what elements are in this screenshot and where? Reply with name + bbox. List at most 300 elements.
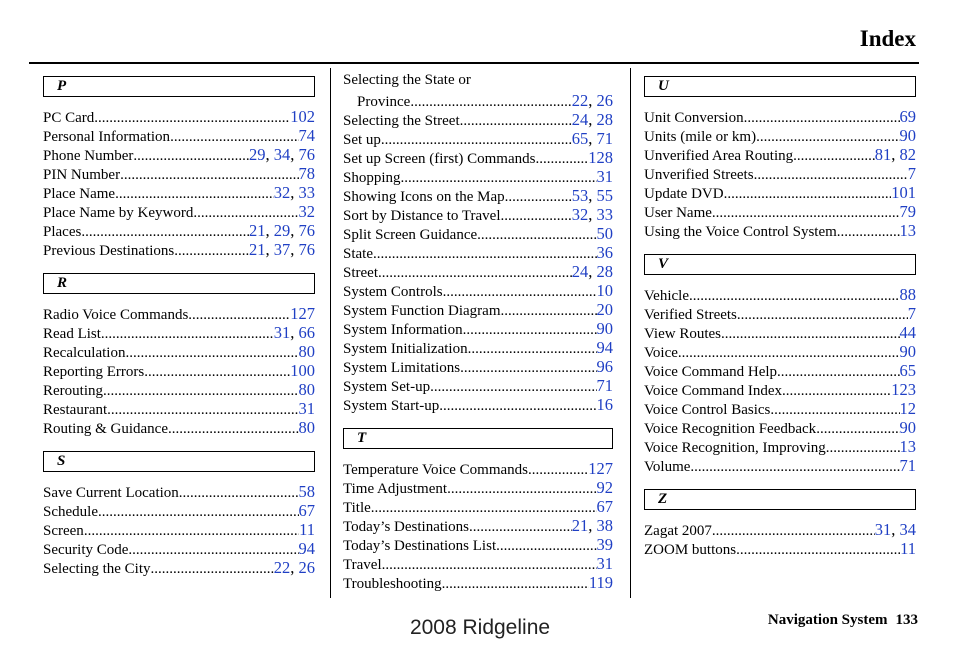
page-link[interactable]: 28: [596, 262, 613, 281]
page-link[interactable]: 32: [273, 183, 291, 202]
dot-leader: [460, 360, 596, 377]
entry-label: Unit Conversion: [644, 110, 744, 126]
page-refs: [597, 478, 614, 498]
dot-leader: [430, 379, 596, 396]
section-header-z: Z: [644, 489, 916, 510]
page-refs: [299, 539, 316, 559]
index-entry: [43, 361, 315, 380]
dot-leader: [468, 341, 597, 358]
dot-leader: [101, 326, 274, 343]
dot-leader: [712, 523, 875, 540]
index-entry: [343, 281, 613, 300]
entry-label: Phone Number: [43, 148, 134, 164]
page-link[interactable]: 16: [596, 395, 613, 414]
page-refs: [299, 482, 316, 502]
page-link[interactable]: 123: [891, 380, 916, 399]
section-header-s: S: [43, 451, 315, 472]
index-entry: [644, 304, 916, 323]
page-ref-separator: ,: [290, 323, 299, 342]
index-entry: [343, 497, 613, 516]
dot-leader: [501, 303, 597, 320]
entry-label: Unverified Streets: [644, 167, 754, 183]
page-refs: [597, 395, 614, 415]
page-refs: [249, 145, 315, 165]
page-refs: [572, 186, 613, 206]
index-entry: [343, 516, 613, 535]
page-number: 133: [895, 612, 918, 628]
index-entry: [644, 164, 916, 183]
dot-leader: [690, 459, 899, 476]
column-divider: [630, 68, 631, 598]
index-entry: [43, 501, 315, 520]
page-refs: [891, 380, 916, 400]
dot-leader: [463, 322, 597, 339]
page-link[interactable]: 90: [596, 319, 613, 338]
footer-label: Navigation System: [767, 612, 888, 628]
page-link[interactable]: 127: [290, 304, 315, 323]
page-link[interactable]: 50: [596, 224, 613, 243]
page-link[interactable]: 80: [298, 418, 315, 437]
page-refs: [891, 183, 916, 203]
page-link[interactable]: 67: [596, 497, 613, 516]
dot-leader: [378, 265, 572, 282]
dot-leader: [756, 129, 899, 146]
page-refs: [908, 164, 916, 184]
entry-label: Selecting the Street: [343, 113, 460, 129]
page-refs: [589, 573, 613, 593]
index-entry: [343, 573, 613, 592]
page-link[interactable]: 21: [249, 221, 266, 240]
entry-label: Shopping: [343, 170, 401, 186]
page-link[interactable]: 7: [907, 304, 916, 323]
page-ref-separator: ,: [290, 558, 299, 577]
page-link[interactable]: 127: [588, 459, 613, 478]
entry-label: Showing Icons on the Map: [343, 189, 505, 205]
page-refs: [299, 399, 316, 419]
page-link[interactable]: 76: [298, 240, 315, 259]
page-link[interactable]: 80: [298, 380, 315, 399]
page-refs: [597, 357, 614, 377]
index-entry: [43, 380, 315, 399]
page-link[interactable]: 53: [571, 186, 589, 205]
entry-label: Screen: [43, 523, 84, 539]
index-entry: [43, 107, 315, 126]
dot-leader: [144, 364, 290, 381]
page-link[interactable]: 31: [298, 399, 315, 418]
entry-label: Temperature Voice Commands: [343, 462, 529, 478]
dot-leader: [128, 542, 298, 559]
entry-label: Volume: [644, 459, 691, 475]
page-link[interactable]: 22: [571, 91, 589, 110]
entry-label: Today’s Destinations List: [343, 538, 497, 554]
entry-label: Today’s Destinations: [343, 519, 470, 535]
page-link[interactable]: 13: [899, 221, 916, 240]
page-ref-separator: ,: [290, 183, 299, 202]
entry-label: Security Code: [43, 542, 129, 558]
entry-label: Sort by Distance to Travel: [343, 208, 501, 224]
page-refs: [900, 342, 917, 362]
page-link[interactable]: 79: [899, 202, 916, 221]
entry-label: Province: [357, 94, 411, 110]
entry-label: Split Screen Guidance: [343, 227, 478, 243]
page-refs: [572, 129, 613, 149]
entry-label: PIN Number: [43, 167, 121, 183]
page-refs: [900, 418, 917, 438]
index-entry: [644, 285, 916, 304]
page-refs: [597, 300, 614, 320]
index-entry: [644, 539, 916, 558]
page-refs: [597, 535, 614, 555]
page-link[interactable]: 34: [899, 520, 916, 539]
page-link[interactable]: 12: [899, 399, 916, 418]
page-link[interactable]: 90: [899, 126, 916, 145]
dot-leader: [777, 364, 899, 381]
dot-leader: [501, 208, 572, 225]
section-header-t: T: [343, 428, 613, 449]
index-column-2: [343, 72, 613, 606]
page-link[interactable]: 36: [596, 243, 613, 262]
page-link[interactable]: 67: [298, 501, 315, 520]
page-refs: [249, 240, 315, 260]
page-refs: [588, 459, 613, 479]
index-entry: [644, 221, 916, 240]
index-entry: [343, 478, 613, 497]
entry-label: Restaurant: [43, 402, 108, 418]
dot-leader: [98, 504, 299, 521]
index-entry: [43, 539, 315, 558]
page-refs: [572, 91, 613, 111]
section-u: [644, 76, 916, 240]
page-link[interactable]: 66: [298, 323, 315, 342]
page-ref-separator: ,: [290, 221, 299, 240]
page-refs: [299, 501, 316, 521]
page-link[interactable]: 102: [290, 107, 315, 126]
page-ref-separator: ,: [265, 240, 274, 259]
index-entry: [343, 205, 613, 224]
entry-label: Places: [43, 224, 82, 240]
entry-label: Voice Command Help: [644, 364, 778, 380]
page-refs: [572, 262, 613, 282]
entry-label: View Routes: [644, 326, 722, 342]
page-refs: [900, 202, 917, 222]
index-entry: [343, 262, 613, 281]
entry-label: Travel: [343, 557, 382, 573]
page-refs: [900, 361, 917, 381]
page-refs: [597, 338, 614, 358]
entry-label: Set up: [343, 132, 381, 148]
page-link[interactable]: 65: [899, 361, 916, 380]
page-refs: [290, 361, 315, 381]
page-link[interactable]: 38: [596, 516, 613, 535]
dot-leader: [744, 110, 900, 127]
entry-label: User Name: [644, 205, 712, 221]
page-link[interactable]: 32: [298, 202, 315, 221]
index-entry: [644, 342, 916, 361]
page-refs: [249, 221, 315, 241]
page-refs: [572, 516, 613, 536]
index-entry: [644, 126, 916, 145]
dot-leader: [678, 345, 900, 362]
page-link[interactable]: 81: [874, 145, 892, 164]
page-link[interactable]: 31: [874, 520, 892, 539]
page-refs: [900, 323, 917, 343]
page-ref-separator: ,: [290, 145, 299, 164]
page-refs: [900, 221, 917, 241]
page-refs: [299, 202, 316, 222]
page-refs: [908, 304, 916, 324]
entry-label: ZOOM buttons: [644, 542, 737, 558]
entry-label: Previous Destinations: [43, 243, 175, 259]
entry-label: Schedule: [43, 504, 98, 520]
page-link[interactable]: 22: [273, 558, 291, 577]
index-entry: [644, 323, 916, 342]
dot-leader: [837, 224, 900, 241]
page-link[interactable]: 71: [899, 456, 916, 475]
page-link[interactable]: 26: [596, 91, 613, 110]
page-link[interactable]: 74: [298, 126, 315, 145]
page-link[interactable]: 94: [298, 539, 315, 558]
index-entry: [644, 399, 916, 418]
dot-leader: [371, 500, 597, 517]
page-refs: [299, 380, 316, 400]
page-link[interactable]: 21: [571, 516, 589, 535]
page-link[interactable]: 101: [891, 183, 916, 202]
page-link[interactable]: 31: [273, 323, 291, 342]
page-link[interactable]: 10: [596, 281, 613, 300]
index-entry: [343, 395, 613, 414]
index-entry: [43, 183, 315, 202]
page-ref-separator: ,: [891, 520, 900, 539]
index-entry: [644, 418, 916, 437]
index-entry: [644, 202, 916, 221]
dot-leader: [81, 224, 249, 241]
page-refs: [274, 183, 315, 203]
index-entry: [343, 129, 613, 148]
page-refs: [597, 224, 614, 244]
index-entry: [644, 520, 916, 539]
page-link[interactable]: 31: [596, 167, 613, 186]
dot-leader: [188, 307, 290, 324]
page-ref-separator: ,: [588, 186, 597, 205]
entry-label: Reporting Errors: [43, 364, 145, 380]
page-link[interactable]: 65: [571, 129, 589, 148]
page-refs: [597, 376, 614, 396]
index-entry: [343, 110, 613, 129]
page-link[interactable]: 92: [596, 478, 613, 497]
index-entry: [43, 202, 315, 221]
index-entry: [43, 323, 315, 342]
index-column-3: [644, 70, 916, 572]
page-refs: [299, 520, 315, 540]
page-link[interactable]: 21: [249, 240, 266, 259]
dot-leader: [443, 284, 597, 301]
page-link[interactable]: 33: [298, 183, 315, 202]
dot-leader: [712, 205, 900, 222]
entry-label: Voice: [644, 345, 678, 361]
dot-leader: [505, 189, 572, 206]
page-refs: [299, 342, 316, 362]
index-entry: [43, 482, 315, 501]
page-link[interactable]: 33: [596, 205, 613, 224]
dot-leader: [754, 167, 908, 184]
dot-leader: [120, 167, 298, 184]
dot-leader: [410, 94, 571, 111]
entry-label: Troubleshooting: [343, 576, 442, 592]
entry-label: Voice Control Basics: [644, 402, 771, 418]
dot-leader: [107, 402, 298, 419]
page-link[interactable]: 90: [899, 418, 916, 437]
index-entry: [343, 167, 613, 186]
page-refs: [597, 319, 614, 339]
page-title: Index: [859, 26, 916, 51]
page-link[interactable]: 39: [596, 535, 613, 554]
entry-label: System Set-up: [343, 379, 431, 395]
page-link[interactable]: 37: [273, 240, 291, 259]
page-link[interactable]: 119: [588, 573, 613, 592]
page-link[interactable]: 24: [571, 110, 589, 129]
column-divider: [330, 68, 331, 598]
page-ref-separator: ,: [588, 91, 597, 110]
page-refs: [900, 399, 917, 419]
index-entry: [644, 107, 916, 126]
page-link[interactable]: 88: [899, 285, 916, 304]
entry-label: State: [343, 246, 373, 262]
dot-leader: [94, 110, 290, 127]
page-link[interactable]: 29: [273, 221, 291, 240]
dot-leader: [115, 186, 274, 203]
page-refs: [572, 110, 613, 130]
page-ref-separator: ,: [588, 516, 597, 535]
entry-label: Read List: [43, 326, 101, 342]
entry-label: System Initialization: [343, 341, 468, 357]
page-link[interactable]: 76: [298, 221, 315, 240]
page-link[interactable]: 80: [298, 342, 315, 361]
section-p: [43, 76, 315, 259]
index-entry: [644, 145, 916, 164]
page-ref-separator: ,: [290, 240, 299, 259]
entry-label: Vehicle: [644, 288, 689, 304]
index-entry: [43, 399, 315, 418]
page-refs: [572, 205, 613, 225]
page-link[interactable]: 26: [298, 558, 315, 577]
entry-label: Time Adjustment: [343, 481, 448, 497]
page-link[interactable]: 24: [571, 262, 589, 281]
dot-leader: [460, 113, 572, 130]
entry-label: System Information: [343, 322, 463, 338]
page-link[interactable]: 55: [596, 186, 613, 205]
page-refs: [299, 418, 316, 438]
dot-leader: [168, 421, 299, 438]
page-link[interactable]: 11: [299, 520, 315, 539]
entry-label: Personal Information: [43, 129, 171, 145]
page-link[interactable]: 76: [298, 145, 315, 164]
dot-leader: [401, 170, 597, 187]
dot-leader: [782, 383, 891, 400]
page-link[interactable]: 128: [588, 148, 613, 167]
index-entry: [343, 459, 613, 478]
entry-label: Voice Command Index: [644, 383, 783, 399]
index-entry: [43, 520, 315, 539]
header-rule: [29, 62, 919, 64]
page-ref-separator: ,: [588, 262, 597, 281]
entry-label: Voice Recognition Feedback: [644, 421, 817, 437]
entry-label: System Start-up: [343, 398, 440, 414]
dot-leader: [150, 561, 273, 578]
page-link[interactable]: 29: [249, 145, 266, 164]
dot-leader: [496, 538, 596, 555]
page-refs: [875, 145, 916, 165]
index-entry: [43, 164, 315, 183]
dot-leader: [793, 148, 875, 165]
page-refs: [900, 285, 917, 305]
entry-label: System Controls: [343, 284, 443, 300]
page-link[interactable]: 31: [596, 554, 613, 573]
page-link[interactable]: 94: [596, 338, 613, 357]
section-z: [644, 489, 916, 558]
page-link[interactable]: 44: [899, 323, 916, 342]
entry-label-continued: Selecting the State or: [343, 72, 471, 88]
section-header-v: V: [644, 254, 916, 275]
page-link[interactable]: 96: [596, 357, 613, 376]
page-refs: [299, 164, 316, 184]
page-link[interactable]: 13: [899, 437, 916, 456]
page-refs: [597, 167, 614, 187]
entry-label: Title: [343, 500, 371, 516]
index-entry: [343, 91, 613, 110]
page-link[interactable]: 11: [900, 539, 916, 558]
dot-leader: [826, 440, 900, 457]
page-link[interactable]: 71: [596, 129, 613, 148]
index-entry: [343, 535, 613, 554]
entry-label: Place Name: [43, 186, 116, 202]
page-refs: [900, 126, 917, 146]
page-link[interactable]: 34: [273, 145, 291, 164]
dot-leader: [373, 246, 597, 263]
page-link[interactable]: 58: [298, 482, 315, 501]
page-link[interactable]: 28: [596, 110, 613, 129]
page-refs: [900, 437, 917, 457]
page-link[interactable]: 100: [290, 361, 315, 380]
entry-label: Save Current Location: [43, 485, 179, 501]
page-refs: [597, 554, 614, 574]
page-link[interactable]: 69: [899, 107, 916, 126]
page-link[interactable]: 71: [596, 376, 613, 395]
dot-leader: [724, 186, 892, 203]
page-link[interactable]: 90: [899, 342, 916, 361]
page-link[interactable]: 20: [596, 300, 613, 319]
page-refs: [597, 281, 614, 301]
index-entry: [644, 361, 916, 380]
dot-leader: [84, 523, 299, 540]
page-link[interactable]: 78: [298, 164, 315, 183]
section-s-continued: [343, 72, 613, 414]
index-entry: [43, 418, 315, 437]
page-link[interactable]: 82: [899, 145, 916, 164]
entry-label: Radio Voice Commands: [43, 307, 189, 323]
page-link[interactable]: 7: [907, 164, 916, 183]
dot-leader: [736, 542, 900, 559]
page-refs: [900, 456, 917, 476]
section-header-p: P: [43, 76, 315, 97]
index-entry: [43, 240, 315, 259]
watermark: 2008 Ridgeline: [409, 616, 551, 639]
page-link[interactable]: 32: [571, 205, 589, 224]
index-entry: [43, 558, 315, 577]
index-entry: [43, 342, 315, 361]
dot-leader: [174, 243, 249, 260]
section-header-u: U: [644, 76, 916, 97]
page-ref-separator: ,: [891, 145, 900, 164]
